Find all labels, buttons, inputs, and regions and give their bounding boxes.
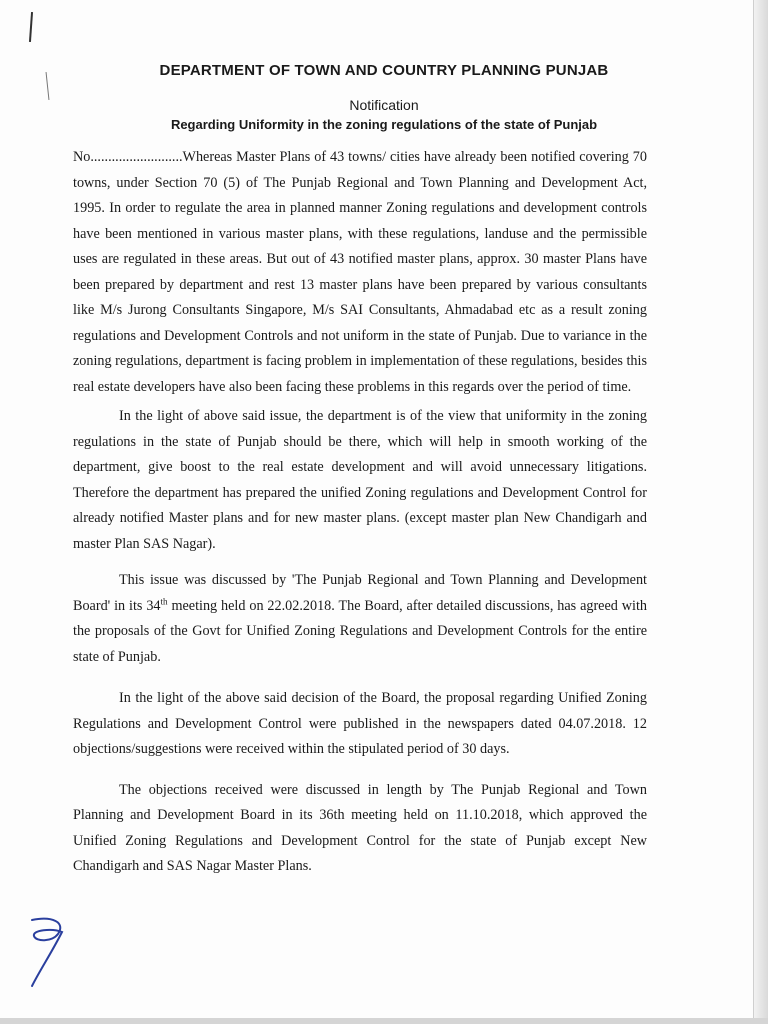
page-edge-shadow (753, 0, 768, 1024)
paragraph-3-end: meeting held on 22.02.2018. The Board, after detailed discussions, has agreed with the proposals of the Govt for Unified Zoning Regulations and Development Controls for the entire state of Punjab. (73, 597, 647, 665)
paragraph-3 (73, 568, 647, 670)
paragraph-2: In the light of above said issue, the department is of the view that uniformity in the zoning regulations in the state of Punjab should be there, which will help in smooth working of the department, give boost to the real estate development and will avoid unnecessary litigations. Therefore the department has prepared the unified Zoning regulations and Development Control for already notified Master plans and for new master plans. (except master plan New Chandigarh and master Plan SAS Nagar). (73, 408, 647, 552)
document-title: DEPARTMENT OF TOWN AND COUNTRY PLANNING PUNJAB (159, 62, 609, 79)
page-bottom-edge (0, 1018, 768, 1024)
document-body (73, 145, 647, 880)
document-subtitle: Notification (349, 97, 419, 113)
paragraph-1: No..........................Whereas Master Plans of 43 towns/ cities have already been notified covering 70 towns, under Section 70 (5) of The Punjab Regional and Town Planning and Development Act, 1995. In order to regulate the area in planned manner Zoning regulations and development controls have been mentioned in various master plans, with these regulations, landuse and the permissible uses are regulated in these areas. But out of 43 notified master plans, approx. 30 master Plans have been prepared by department and rest 13 master plans have been prepared by various consultants like M/s Jurong Consultants Singapore, M/s SAI Consultants, Ahmadabad etc as a result zoning regulations and Development Controls and not uniform in the state of Punjab. Due to variance in the zoning regulations, department is facing problem in implementation of these regulations, besides this real estate developers have also been facing these problems in this regards over the period of time. (73, 149, 647, 395)
ordinal-suffix: th (160, 595, 168, 606)
pen-mark (29, 12, 33, 42)
document-subject: Regarding Uniformity in the zoning regulations of the state of Punjab (170, 117, 598, 132)
signature-icon (22, 912, 82, 992)
paragraph-3-start: This issue was discussed by 'The Punjab Regional and Town Planning and Development Board' in its 34 (73, 572, 647, 614)
paragraph-4: In the light of the above said decision of the Board, the proposal regarding Unified Zoning Regulations and Development Control were published in the newspapers dated 04.07.2018. 12 objections/suggestions were received within the stipulated period of 30 days. (73, 690, 647, 757)
paragraph-5: The objections received were discussed in length by The Punjab Regional and Town Planning and Development Board in its 36th meeting held on 11.10.2018, which approved the Unified Zoning Regulations and Development Control for the state of Punjab except New Chandigarh and SAS Nagar Master Plans. (73, 781, 647, 874)
